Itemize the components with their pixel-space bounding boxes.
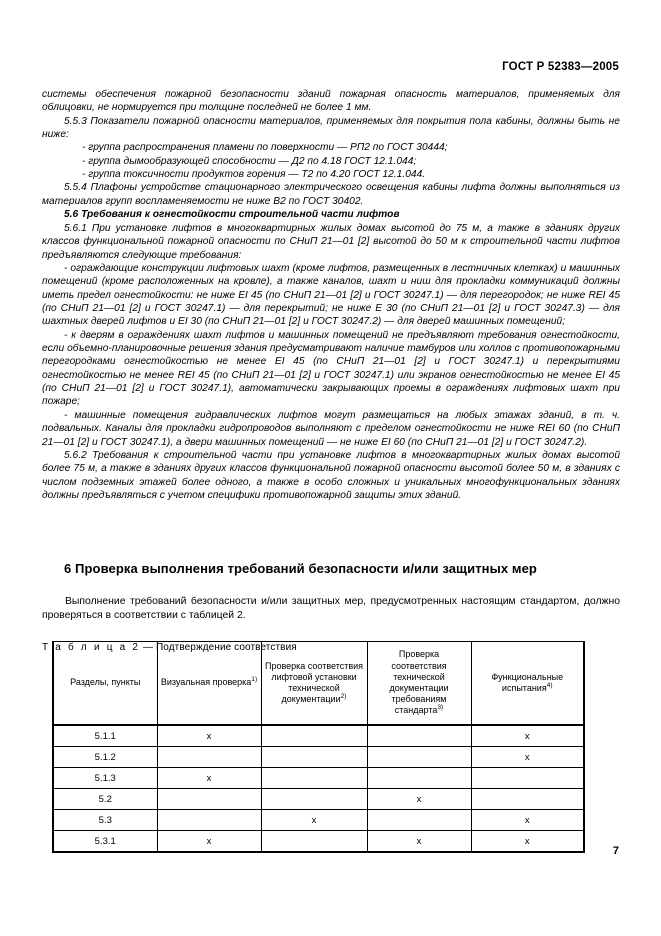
section-6-block	[42, 561, 620, 653]
cell-doc-standard-conformity	[367, 725, 471, 747]
cell-functional-tests	[471, 789, 584, 810]
cell-lift-doc-conformity	[261, 747, 367, 768]
footnote-marker-3: 3)	[437, 704, 444, 712]
cell-lift-doc-conformity	[261, 768, 367, 789]
column-header-visual-check-label: Визуальная проверка	[160, 677, 252, 688]
column-header-visual-check	[157, 642, 261, 726]
paragraph-continuation: системы обеспечения пожарной безопасности зданий пожарная опасность материалов, применяемых для облицовки, не нормируется при толщине последней не более 1 мм.	[42, 89, 620, 114]
cell-section: 5.1.2	[53, 747, 157, 768]
table-row	[53, 725, 584, 747]
table-header	[53, 642, 584, 726]
column-header-doc-standard-conformity-label: Проверка соответствия технической документации требованиям стандарта	[389, 649, 449, 716]
column-header-sections-label: Разделы, пункты	[70, 677, 141, 688]
cell-doc-standard-conformity	[367, 747, 471, 768]
paragraph-5-6-1: 5.6.1 При установке лифтов в многоквартирных жилых домах высотой до 75 м, а также в зданиях других классов функциональной пожарной опасности по СНиП 21—01 [2] высотой до 50 м к строительной части лифтов предъявляются следующие требования:	[42, 223, 620, 261]
bullet-hydraulic-machine-rooms: - машинные помещения гидравлических лифтов могут размещаться на любых этажах зданий, в т. ч. подвальных. Каналы для прокладки гидропроводов выполняют с пределом огнестойкости не ниже REI 60 (по СНиП 21—01 [2] и ГОСТ 30247.1), а двери машинных помещений — не ниже EI 60 (по СНиП 21—01 [2] и ГОСТ 30247.2).	[42, 409, 620, 448]
bullet-doors-requirements: - к дверям в ограждениях шахт лифтов и машинных помещений не предъявляют требования огнестойкости, если объемно-планировочные решения здания предусматривают наличие тамбуров или холлов с противопожарными перегородками огнестойкостью не менее EI 45 (по СНиП 21—01 [2] и ГОСТ 30247.1) и перекрытиями огнестойкостью не менее REI 45 (по СНиП 21—01 [2] и ГОСТ 30247.1) или экранов огнестойкостью не менее EI 45 (по СНиП 21—01 [2] и ГОСТ 30247.1), автоматически закрывающих проемы в ограждениях лифтовых шахт при пожаре;	[42, 329, 620, 408]
document-header-standard-ref: ГОСТ Р 52383—2005	[502, 61, 619, 73]
cell-visual-check	[157, 747, 261, 768]
table-row	[53, 789, 584, 810]
cell-section: 5.3	[53, 810, 157, 831]
cell-lift-doc-conformity: х	[261, 810, 367, 831]
section-6-intro: Выполнение требований безопасности и/или защитных мер, предусмотренных настоящим стандартом, должно проверяться в соответствии с таблицей 2.	[42, 596, 620, 621]
cell-doc-standard-conformity: х	[367, 789, 471, 810]
bullet-toxicity: - группа токсичности продуктов горения — Т2 по 4.20 ГОСТ 12.1.044.	[82, 169, 426, 181]
footnote-marker-4: 4)	[546, 682, 553, 689]
table-row	[53, 747, 584, 768]
bullet-flame-spread: - группа распространения пламени по поверхности — РП2 по ГОСТ 30444;	[82, 142, 448, 154]
column-header-lift-doc-conformity-label: Проверка соответствия лифтовой установки технической документации	[264, 660, 364, 705]
footnote-marker-1: 1)	[251, 676, 258, 684]
cell-section: 5.2	[53, 789, 157, 810]
cell-functional-tests: х	[471, 747, 584, 768]
footnote-marker-2: 2)	[340, 693, 347, 701]
paragraph-5-5-3: 5.5.3 Показатели пожарной опасности материалов, применяемых для покрытия пола кабины, должны быть не ниже:	[42, 115, 620, 141]
cell-functional-tests: х	[471, 725, 584, 747]
table-2-caption-rest: — Подтверждение соответствия	[140, 642, 297, 654]
paragraph-5-5-4: 5.5.4 Плафоны устройстве стационарного электрического освещения кабины лифта должны выполняться из материалов групп воспламеняемости не ниже В2 по ГОСТ 30402.	[42, 182, 620, 207]
heading-5-6: 5.6 Требования к огнестойкости строительной части лифтов	[64, 209, 400, 221]
cell-lift-doc-conformity	[261, 725, 367, 747]
cell-functional-tests: х	[471, 831, 584, 853]
column-header-functional-tests	[471, 642, 584, 726]
page-number: 7	[612, 845, 619, 857]
table-header-row	[53, 642, 584, 726]
cell-visual-check	[157, 810, 261, 831]
cell-visual-check: х	[157, 831, 261, 853]
column-header-functional-tests-label: Функциональные испытания	[491, 671, 564, 693]
section-6-title: 6 Проверка выполнения требований безопасности и/или защитных мер	[64, 561, 537, 576]
column-header-lift-doc-conformity	[261, 642, 367, 726]
bullet-smoke-generation: - группа дымообразующей способности — Д2 по 4.18 ГОСТ 12.1.044;	[82, 155, 417, 167]
cell-visual-check: х	[157, 768, 261, 789]
column-header-sections	[53, 642, 157, 726]
table-row	[53, 768, 584, 789]
cell-section: 5.1.3	[53, 768, 157, 789]
cell-functional-tests: х	[471, 810, 584, 831]
paragraph-5-6-2: 5.6.2 Требования к строительной части при установке лифтов в многоквартирных жилых домах высотой более 75 м, а также в зданиях других классов функциональной пожарной опасности высотой более 50 м, в зданиях с числом подземных этажей более одного, а также в особо сложных и уникальных многофункциональных зданиях должны предъявляться с учетом специфики противопожарной защиты этих зданий.	[42, 449, 620, 501]
table-2-conformity-confirmation	[52, 641, 585, 853]
table-body	[53, 725, 584, 852]
column-header-doc-standard-conformity	[367, 642, 471, 726]
cell-section: 5.3.1	[53, 831, 157, 853]
cell-visual-check	[157, 789, 261, 810]
cell-lift-doc-conformity	[261, 831, 367, 853]
cell-doc-standard-conformity	[367, 810, 471, 831]
cell-visual-check: х	[157, 725, 261, 747]
cell-functional-tests	[471, 768, 584, 789]
table-row	[53, 810, 584, 831]
cell-doc-standard-conformity	[367, 768, 471, 789]
cell-lift-doc-conformity	[261, 789, 367, 810]
cell-section: 5.1.1	[53, 725, 157, 747]
cell-doc-standard-conformity: х	[367, 831, 471, 853]
table-row	[53, 831, 584, 853]
body-text-block	[42, 88, 620, 502]
table-2-caption-label: Т а б л и ц а 2	[42, 642, 141, 654]
bullet-shaft-enclosures: - ограждающие конструкции лифтовых шахт (кроме лифтов, размещенных в лестничных клетках) и машинных помещений (кроме расположенных на кровле), а также каналов, шахт и ниш для прокладки коммуникаций должны иметь предел огнестойкости: не ниже EI 45 (по СНиП 21—01 [2] и ГОСТ 30247.1) — для перегородок; не ниже REI 45 (по СНиП 21—01 [2] и ГОСТ 30247.1) — для перекрытий; не ниже E 30 (по СНиП 21—01 [2] и ГОСТ 30247.3) — для шахтных дверей лифтов и EI 30 (по СНиП 21—01 [2] и ГОСТ 30247.2) — для дверей машинных помещений;	[42, 263, 620, 328]
